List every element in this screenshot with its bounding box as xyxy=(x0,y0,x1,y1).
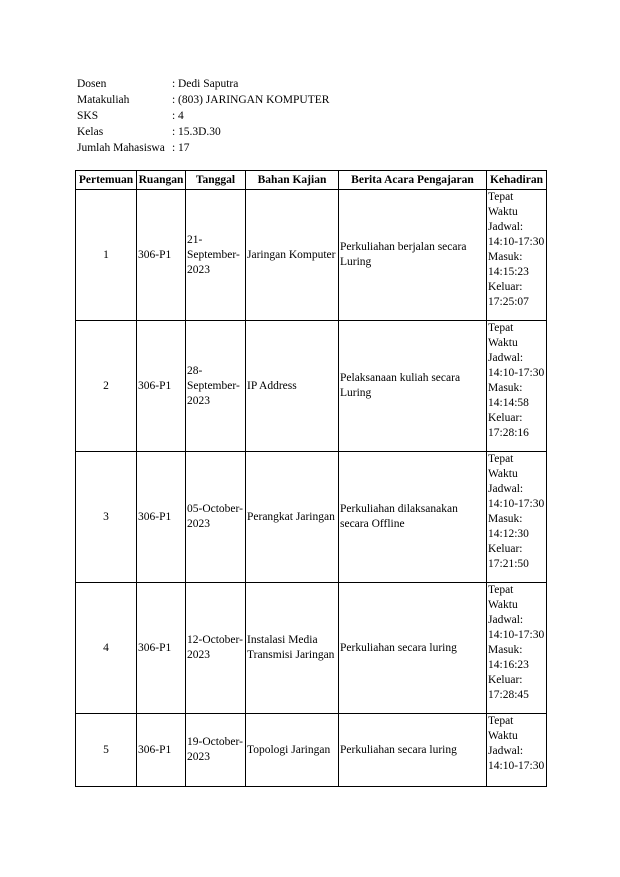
tanggal-cell: 12-October-2023 xyxy=(186,583,246,714)
info-separator: : xyxy=(172,78,176,90)
tanggal-cell: 05-October-2023 xyxy=(186,452,246,583)
table-header-row xyxy=(76,171,547,190)
bahan-kajian-cell: Instalasi Media Transmisi Jaringan xyxy=(246,583,339,714)
bahan-kajian-cell: Perangkat Jaringan xyxy=(246,452,339,583)
column-header: Bahan Kajian xyxy=(246,171,339,190)
table-row xyxy=(76,714,547,787)
column-header: Ruangan xyxy=(137,171,186,190)
table-row xyxy=(76,583,547,714)
kehadiran-cell: Tepat Waktu Jadwal: 14:10-17:30 xyxy=(487,714,547,787)
info-value: 4 xyxy=(178,110,184,122)
pertemuan-cell: 3 xyxy=(76,452,137,583)
bahan-kajian-cell: IP Address xyxy=(246,321,339,452)
ruangan-cell: 306-P1 xyxy=(137,190,186,321)
berita-acara-cell: Perkuliahan dilaksanakan secara Offline xyxy=(339,452,487,583)
info-label: SKS xyxy=(77,110,99,122)
tanggal-cell: 21-September-2023 xyxy=(186,190,246,321)
pertemuan-cell: 4 xyxy=(76,583,137,714)
info-separator: : xyxy=(172,94,176,106)
tanggal-cell: 19-October-2023 xyxy=(186,714,246,787)
kehadiran-cell: Tepat Waktu Jadwal: 14:10-17:30 Masuk: 14:16:23 Keluar: 17:28:45 xyxy=(487,583,547,714)
info-label: Jumlah Mahasiswa xyxy=(77,142,165,154)
kehadiran-cell: Tepat Waktu Jadwal: 14:10-17:30 Masuk: 14:14:58 Keluar: 17:28:16 xyxy=(487,321,547,452)
column-header: Tanggal xyxy=(186,171,246,190)
bahan-kajian-cell: Topologi Jaringan xyxy=(246,714,339,787)
info-value: (803) JARINGAN KOMPUTER xyxy=(178,94,330,106)
ruangan-cell: 306-P1 xyxy=(137,321,186,452)
info-matakuliah xyxy=(77,92,329,108)
info-jumlah-mahasiswa xyxy=(77,140,329,156)
info-label: Dosen xyxy=(77,78,107,90)
info-kelas xyxy=(77,124,329,140)
ruangan-cell: 306-P1 xyxy=(137,714,186,787)
table-row xyxy=(76,452,547,583)
column-header: Pertemuan xyxy=(76,171,137,190)
table-row xyxy=(76,321,547,452)
course-info xyxy=(77,76,329,156)
info-dosen xyxy=(77,76,329,92)
attendance-table xyxy=(75,170,547,787)
pertemuan-cell: 1 xyxy=(76,190,137,321)
info-label: Kelas xyxy=(77,126,104,138)
column-header: Kehadiran xyxy=(487,171,547,190)
berita-acara-cell: Perkuliahan secara luring xyxy=(339,714,487,787)
berita-acara-cell: Pelaksanaan kuliah secara Luring xyxy=(339,321,487,452)
bahan-kajian-cell: Jaringan Komputer xyxy=(246,190,339,321)
ruangan-cell: 306-P1 xyxy=(137,452,186,583)
info-separator: : xyxy=(172,142,176,154)
info-sks xyxy=(77,108,329,124)
tanggal-cell: 28-September-2023 xyxy=(186,321,246,452)
berita-acara-cell: Perkuliahan secara luring xyxy=(339,583,487,714)
info-separator: : xyxy=(172,110,176,122)
info-value: Dedi Saputra xyxy=(178,78,239,90)
berita-acara-cell: Perkuliahan berjalan secara Luring xyxy=(339,190,487,321)
info-value: 17 xyxy=(178,142,190,154)
pertemuan-cell: 2 xyxy=(76,321,137,452)
pertemuan-cell: 5 xyxy=(76,714,137,787)
table-row xyxy=(76,190,547,321)
kehadiran-cell: Tepat Waktu Jadwal: 14:10-17:30 Masuk: 14:15:23 Keluar: 17:25:07 xyxy=(487,190,547,321)
info-separator: : xyxy=(172,126,176,138)
ruangan-cell: 306-P1 xyxy=(137,583,186,714)
info-label: Matakuliah xyxy=(77,94,130,106)
kehadiran-cell: Tepat Waktu Jadwal: 14:10-17:30 Masuk: 14:12:30 Keluar: 17:21:50 xyxy=(487,452,547,583)
info-value: 15.3D.30 xyxy=(178,126,221,138)
column-header: Berita Acara Pengajaran xyxy=(339,171,487,190)
